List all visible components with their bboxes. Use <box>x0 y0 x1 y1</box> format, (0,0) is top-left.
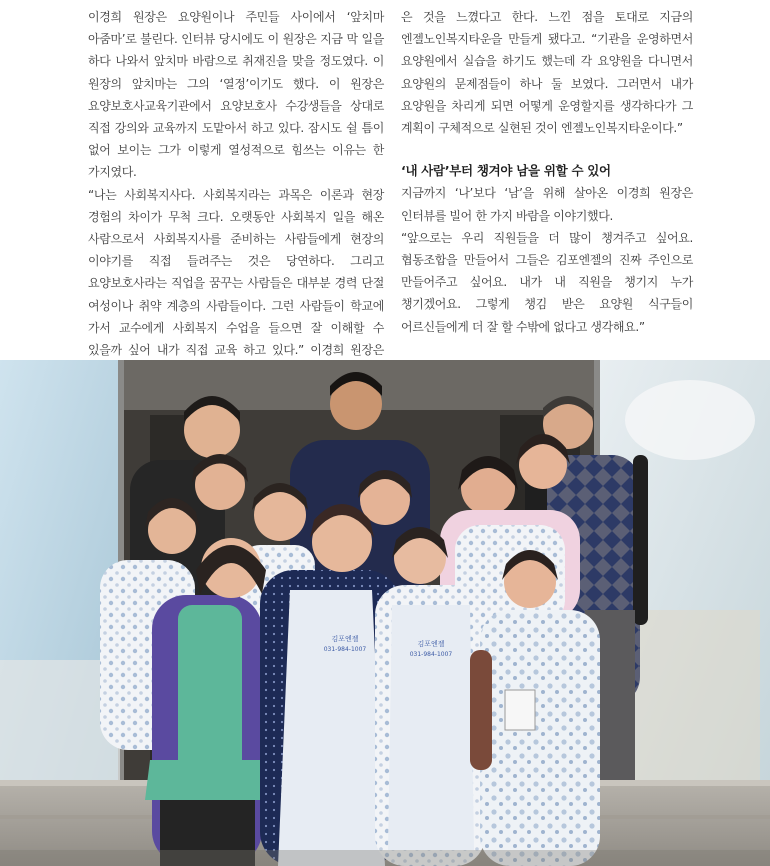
apron-label-2: 김포엔젤 <box>417 640 445 648</box>
article-paragraph-1: 이경희 원장은 요양원이나 주민들 사이에서 ‘앞치마 아줌마’로 불린다. 인터뷰 당시에도 이 원장은 지금 막 일을 하다 나와서 앞치마 바람으로 취재진을 맞을 정도였다. 이 원장의 앞치마는 그의 ‘열정’이기도 했다. 이 원장은 요양보호사교육기관에서 요양보호사 수강생들을 상대로 직접 강의와 교육까지 도맡아서 하고 있다. 잠시도 쉴 틈이 없어 보이는 그가 이렇게 열성적으로 힘쓰는 이유는 한 가지였다. <box>88 10 384 180</box>
article-paragraph-2: “나는 사회복지사다. 사회복지라는 과목은 이론과 현장 경험의 차이가 무척 크다. 오랫동안 사회복지 일을 해온 사람으로서 사회복지사를 준비하는 사람들에게 현장의 이야기를 직접 들려주는 것은 당연하다. 그리고 요양보호사라는 직업을 꿈꾸는 사람들은 대부분 경력 단절 여성이나 취약 계층의 사람들이다. 그런 사람들이 학교에 가서 교수에게 사회복지 수업을 들으면 잘 이해할 수 있을까 싶어 내가 직접 교육 하고 있다.” 이경희 원장은 <box>88 187 384 358</box>
article-left-column <box>88 6 384 383</box>
article-paragraph-4: 지금까지 ‘나’보다 ‘남’을 위해 살아온 이경희 원장은 인터뷰를 빌어 한 가지 바람을 이야기했다. <box>401 186 693 223</box>
apron-label: 김포엔젤 <box>331 635 359 643</box>
section-subheading: ‘내 사람’부터 챙겨야 남을 위할 수 있어 <box>401 163 611 179</box>
article-paragraph-5: “앞으로는 우리 직원들을 더 많이 챙겨주고 싶어요. 협동조합을 만들어서 그들은 김포엔젤의 진짜 주인으로 만들어주고 싶어요. 내가 내 직원을 챙기지 누가 챙기겠어요. 그렇게 챙김 받은 요양원 식구들이 어르신들에게 더 잘 할 수밖에 없다고 생각해요.” <box>401 230 693 334</box>
staff-group-photo <box>0 360 770 866</box>
apron-phone-2: 031-984-1007 <box>409 651 453 658</box>
apron-phone: 031-984-1007 <box>323 646 367 653</box>
article-paragraph-3: 은 것을 느꼈다고 한다. 느낀 점을 토대로 지금의 엔젤노인복지타운을 만들게 됐다고. “기관을 운영하면서 요양원에서 실습을 하기도 했는데 각 요양원을 다니면서 요양원의 문제점들이 하나 둘 보였다. 그러면서 내가 요양원을 차리게 되면 어떻게 운영할지를 생각하다가 그 계획이 구체적으로 실현된 것이 엔젤노인복지타운이다.” <box>401 10 693 136</box>
article-right-column <box>401 6 693 338</box>
